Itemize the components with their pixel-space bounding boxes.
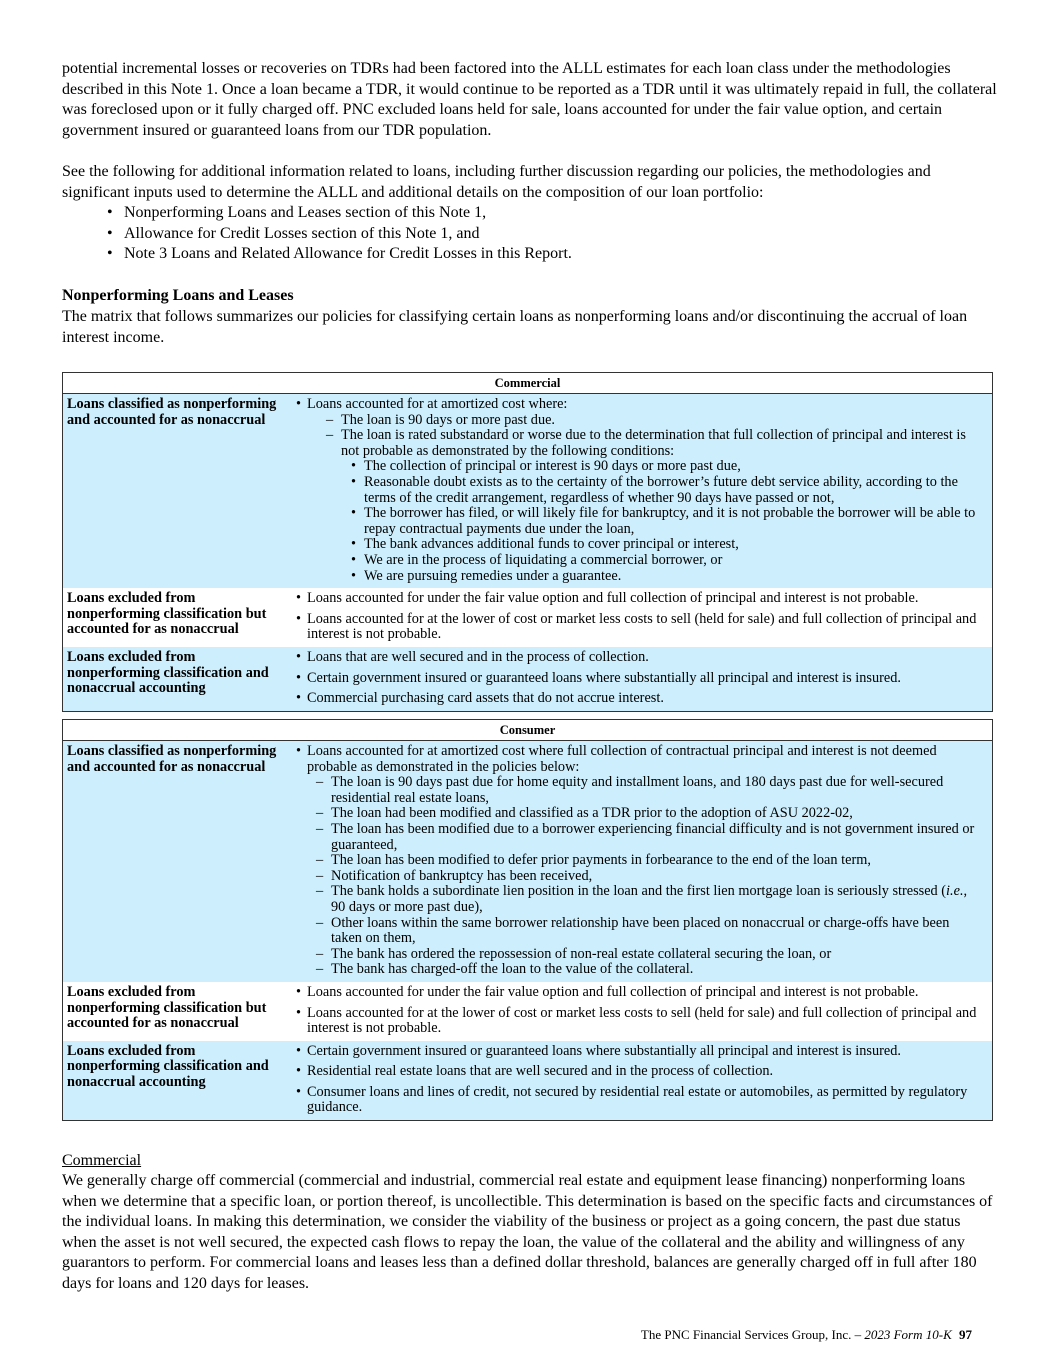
page-footer [641,1327,972,1343]
policy-dash: – The loan is rated substandard or worse due to the determination that full collection of principal and interest is not probable as demonstrated by the following conditions: [295,428,982,459]
row-label: Loans excluded from nonperforming classification and nonaccrual accounting [67,648,269,697]
condition-bullet: • The bank advances additional funds to cover principal or interest, [295,537,982,553]
condition-bullet: • The borrower has filed, or will likely file for bankruptcy, and it is not probable the borrower will be able to repay contractual payments due under the loan, [295,506,982,537]
policy-dash: – The loan is 90 days past due for home equity and installment loans, and 180 days past due for well-secured residential real estate loans, [295,775,982,806]
commercial-paragraph: We generally charge off commercial (commercial and industrial, commercial real estate and equipment lease financing) nonperforming loans when we determine that a specific loan, or portion thereof, is uncollectible. This determination is based on the specific facts and circumstances of the individual loans. In making this determination, we consider the viability of the business or project as a going concern, the past due status when the asset is not well secured, the expected cash flows to repay the loan, the value of the collateral and the ability and willingness of any guarantors to perform. For commercial loans and leases less than a defined dollar threshold, balances are generally charged off in full after 180 days for loans and 120 days for leases. [62,1172,993,1292]
consumer-matrix [62,719,993,1121]
row-label: Loans excluded from nonperforming classification but accounted for as nonaccrual [67,590,267,638]
dash-text: The bank holds a subordinate lien position in the loan and the first lien mortgage loan is seriously stressed ( [331,883,947,900]
footer-form: 2023 Form 10-K [864,1327,952,1342]
row-content [291,741,992,982]
policy-dash: – The bank has ordered the repossession of non-real estate collateral securing the loan, or [295,947,982,963]
list-item: • Allowance for Credit Losses section of this Note 1, and [107,224,987,245]
policy-bullet: • Certain government insured or guaranteed loans where substantially all principal and interest is insured. [295,1044,982,1060]
row-label: Loans excluded from nonperforming classification and nonaccrual accounting [67,1042,269,1090]
policy-dash: – The loan has been modified to defer prior payments in forbearance to the end of the loan term, [295,853,982,869]
condition-bullet: • Reasonable doubt exists as to the certainty of the borrower’s future debt service ability, according to the terms of the credit arrangement, regardless of whether 90 days have passed or not, [295,475,982,506]
row-content [291,588,992,647]
matrix-title: Commercial [63,373,992,394]
list-item: • Note 3 Loans and Related Allowance for Credit Losses in this Report. [107,244,987,265]
policy-bullet: • Commercial purchasing card assets that do not accrue interest. [295,691,982,707]
policy-bullet: • Residential real estate loans that are well secured and in the process of collection. [295,1064,982,1080]
row-label: Loans classified as nonperforming and accounted for as nonaccrual [67,396,277,428]
policy-dash [295,884,982,915]
policy-bullet: • Loans accounted for at the lower of cost or market less costs to sell (held for sale) and full collection of principal and interest is not probable. [295,612,982,643]
matrix-row [63,588,992,647]
policy-bullet: • Loans accounted for at amortized cost where: [295,397,982,413]
matrix-title: Consumer [63,720,992,741]
row-label: Loans excluded from nonperforming classification but accounted for as nonaccrual [67,983,267,1032]
row-content [291,982,992,1041]
policy-dash: – Other loans within the same borrower relationship have been placed on nonaccrual or charge-offs have been taken on them, [295,916,982,947]
matrix-intro-paragraph: The matrix that follows summarizes our policies for classifying certain loans as nonperforming loans and/or discontinuing the accrual of loan interest income. [62,308,968,346]
intro-paragraph: potential incremental losses or recoveries on TDRs had been factored into the ALLL estimates for each loan class under the methodologies described in this Note 1. Once a loan became a TDR, it would continue to be reported as a TDR until it was ultimately repaid in full, the collateral was foreclosed upon or it fully charged off. PNC excluded loans held for sale, loans accounted for under the fair value option, and certain government insured or guaranteed loans from our TDR population. [62,60,997,139]
condition-bullet: • The collection of principal or interest is 90 days or more past due, [295,459,982,475]
policy-bullet: • Loans accounted for at amortized cost where full collection of contractual principal and interest is not deemed probable as demonstrated in the policies below: [295,744,982,775]
commercial-matrix [62,372,993,712]
row-content [291,394,992,588]
policy-dash: – The loan had been modified and classified as a TDR prior to the adoption of ASU 2022-02, [295,806,982,822]
matrix-row [63,394,992,588]
policy-bullet: • Loans accounted for at the lower of cost or market less costs to sell (held for sale) and full collection of principal and interest is not probable. [295,1006,982,1037]
policy-bullet: • Certain government insured or guaranteed loans where substantially all principal and interest is insured. [295,671,982,687]
section-heading: Nonperforming Loans and Leases [62,287,294,304]
policy-bullet: • Loans that are well secured and in the process of collection. [295,650,982,666]
policy-bullet: • Consumer loans and lines of credit, not secured by residential real estate or automobiles, as permitted by regulatory guidance. [295,1085,982,1116]
policy-dash: – The bank has charged-off the loan to the value of the collateral. [295,962,982,978]
policy-dash: – The loan has been modified due to a borrower experiencing financial difficulty and is not government insured or guaranteed, [295,822,982,853]
matrix-row [63,1041,992,1120]
matrix-row [63,647,992,711]
policy-bullet: • Loans accounted for under the fair value option and full collection of principal and interest is not probable. [295,985,982,1001]
see-also-list [107,203,987,265]
policy-dash: – The loan is 90 days or more past due. [295,413,982,429]
dash-text-italic: i.e. [946,883,964,900]
see-also-paragraph: See the following for additional information related to loans, including further discussion regarding our policies, the methodologies and significant inputs used to determine the ALLL and additional details on the composition of our loan portfolio: [62,163,931,201]
condition-bullet: • We are in the process of liquidating a commercial borrower, or [295,553,982,569]
row-content [291,1041,992,1120]
policy-bullet: • Loans accounted for under the fair value option and full collection of principal and interest is not probable. [295,591,982,607]
matrix-row [63,982,992,1041]
row-content [291,647,992,711]
condition-bullet: • We are pursuing remedies under a guarantee. [295,569,982,585]
footer-company: The PNC Financial Services Group, Inc. – [640,1327,862,1342]
commercial-subheading: Commercial [62,1152,142,1169]
dash-text: , 90 days or more past due), [331,883,968,915]
page-number: 97 [959,1327,972,1342]
matrix-row [63,741,992,982]
list-item: • Nonperforming Loans and Leases section of this Note 1, [107,203,987,224]
policy-dash: – Notification of bankruptcy has been received, [295,869,982,885]
row-label: Loans classified as nonperforming and accounted for as nonaccrual [67,743,277,775]
